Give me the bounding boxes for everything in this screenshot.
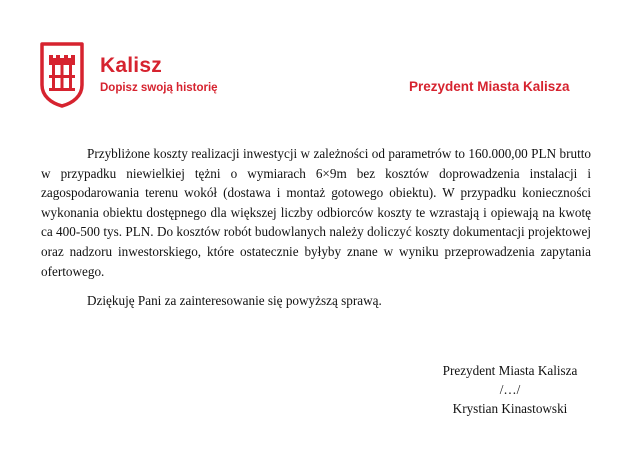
letter-paragraph: Przybliżone koszty realizacji inwestycji w zależności od parametrów to 160.000,00 PLN brutto w przypadku niewielkiej tężni o wymiarach 6×9m bez kosztów doprowadzenia instalacji i zagospodarowania terenu wokół (dostawa i montaż gotowego obiektu). W przypadku konieczności wykonania obiektu dostępnego dla większej liczby odbiorców koszty te wzrastają i opiewają na kwotę ca 400-500 tys. PLN. Do kosztów robót budowlanych należy doliczyć koszty dokumentacji projektowej oraz nadzoru inwestorskiego, które ostatecznie byłyby znane w wyniku przeprowadzenia zapytania ofertowego. [41, 146, 591, 279]
kalisz-coat-of-arms-logo [39, 41, 85, 109]
brand-tagline: Dopisz swoją historię [100, 82, 218, 94]
signature-name: Krystian Kinastowski [452, 400, 568, 416]
letter-body [41, 144, 591, 311]
signature-block [420, 362, 600, 418]
signature-title: Prezydent Miasta Kalisza [442, 363, 578, 378]
brand-name: Kalisz [100, 54, 162, 77]
office-title: Prezydent Miasta Kalisza [409, 79, 570, 94]
letter-closing: Dziękuję Pani za zainteresowanie się powyższą sprawą. [87, 293, 382, 309]
signature-omission: /…/ [499, 381, 521, 397]
